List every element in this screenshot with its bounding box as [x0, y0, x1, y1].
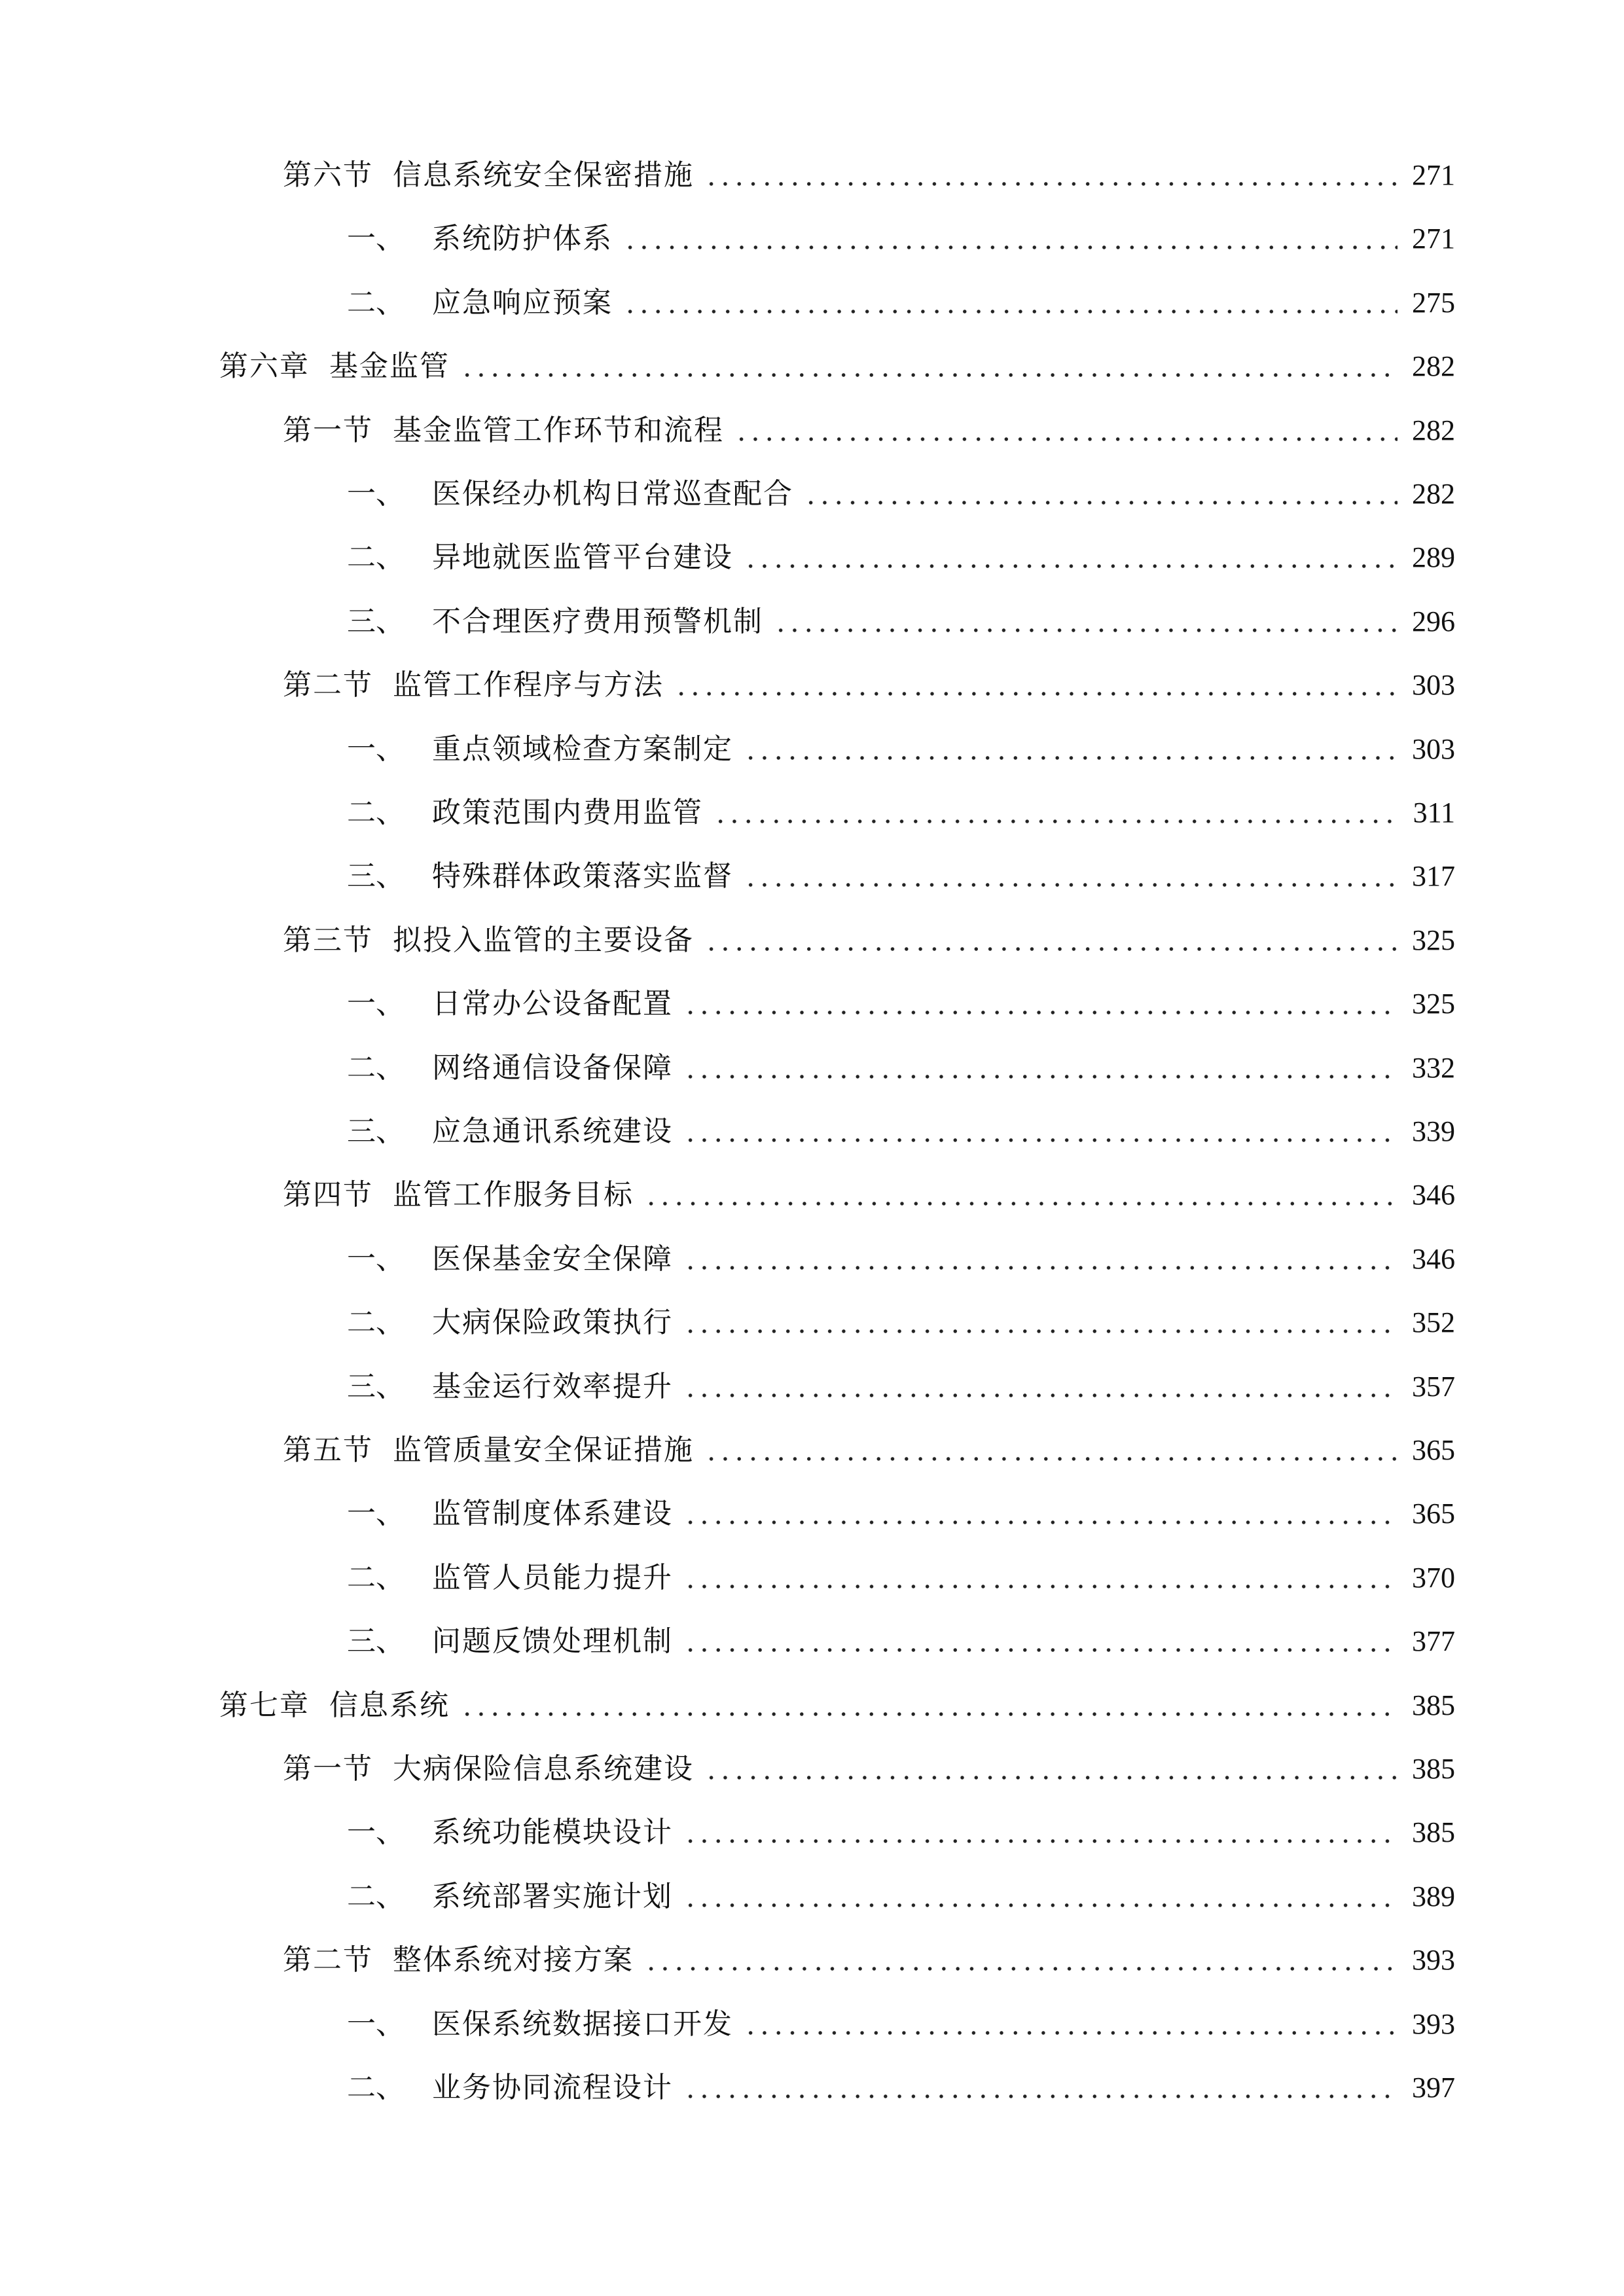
- toc-entry-page-number: 325: [1412, 924, 1455, 956]
- toc-entry-page-number: 352: [1412, 1306, 1455, 1338]
- toc-entry[interactable]: [347, 2067, 1455, 2109]
- toc-entry-title: 问题反馈处理机制: [432, 1624, 673, 1658]
- toc-entry-page-number: 397: [1412, 2072, 1455, 2104]
- toc-entry-number: 一、: [347, 477, 405, 511]
- toc-entry-number: 第四节: [283, 1178, 373, 1211]
- toc-entry-page-number: 303: [1412, 669, 1455, 701]
- toc-entry-number: 三、: [347, 1115, 405, 1148]
- toc-entry-page-number: 303: [1412, 733, 1455, 765]
- toc-dot-leader: [460, 373, 1398, 377]
- toc-entry[interactable]: [347, 1111, 1455, 1153]
- toc-entry-number: 一、: [347, 1242, 405, 1276]
- toc-entry-number: 二、: [347, 1306, 405, 1339]
- toc-dot-leader: [704, 1776, 1398, 1780]
- toc-dot-leader: [734, 437, 1398, 441]
- toc-entry[interactable]: [347, 537, 1455, 579]
- toc-entry-title: 业务协同流程设计: [432, 2071, 673, 2104]
- toc-entry-page-number: 317: [1412, 860, 1455, 892]
- toc-entry-number: 二、: [347, 1880, 405, 1913]
- toc-dot-leader: [683, 2094, 1398, 2098]
- toc-entry-number: 第七章: [219, 1689, 310, 1722]
- toc-entry[interactable]: [347, 218, 1455, 260]
- toc-entry-page-number: 332: [1412, 1052, 1455, 1084]
- toc-entry-title: 监管制度体系建设: [432, 1497, 673, 1530]
- toc-entry-number: 二、: [347, 286, 405, 319]
- toc-entry-number: 三、: [347, 859, 405, 893]
- toc-entry-title: 系统部署实施计划: [432, 1880, 673, 1913]
- toc-entry-page-number: 282: [1412, 350, 1455, 382]
- toc-entry-title: 异地就医监管平台建设: [432, 541, 733, 574]
- toc-entry-title: 医保系统数据接口开发: [432, 2007, 733, 2041]
- toc-entry-page-number: 339: [1412, 1115, 1455, 1147]
- toc-entry-title: 日常办公设备配置: [432, 987, 673, 1020]
- toc-entry-number: 一、: [347, 732, 405, 766]
- toc-dot-leader: [744, 756, 1398, 760]
- toc-entry-number: 第五节: [283, 1433, 373, 1467]
- toc-entry-title: 政策范围内费用监管: [432, 796, 703, 829]
- toc-entry-number: 一、: [347, 2007, 405, 2041]
- toc-entry-page-number: 365: [1412, 1498, 1455, 1530]
- toc-entry-number: 二、: [347, 2071, 405, 2104]
- toc-entry[interactable]: [283, 664, 1455, 706]
- toc-entry[interactable]: [347, 1366, 1455, 1408]
- toc-entry[interactable]: [283, 1748, 1455, 1790]
- toc-entry-page-number: 393: [1412, 2008, 1455, 2040]
- toc-entry-number: 二、: [347, 796, 405, 829]
- toc-entry[interactable]: [347, 2003, 1455, 2045]
- toc-entry-number: 一、: [347, 1497, 405, 1530]
- toc-entry-number: 第二节: [283, 668, 373, 702]
- toc-entry-page-number: 289: [1412, 541, 1455, 573]
- toc-entry[interactable]: [347, 792, 1455, 834]
- toc-dot-leader: [744, 2031, 1398, 2035]
- toc-entry-title: 应急响应预案: [432, 286, 613, 319]
- toc-entry[interactable]: [283, 410, 1455, 452]
- toc-entry-page-number: 389: [1412, 1880, 1455, 1912]
- toc-entry-page-number: 311: [1413, 797, 1455, 829]
- toc-entry-number: 二、: [347, 541, 405, 574]
- toc-entry-page-number: 275: [1412, 287, 1455, 319]
- toc-dot-leader: [683, 1903, 1398, 1907]
- toc-entry-number: 三、: [347, 605, 405, 638]
- toc-entry-number: 第三节: [283, 924, 373, 957]
- toc-entry-title: 基金运行效率提升: [432, 1370, 673, 1403]
- toc-entry-page-number: 370: [1412, 1562, 1455, 1594]
- toc-entry-title: 基金监管: [329, 350, 450, 383]
- toc-dot-leader: [704, 947, 1398, 951]
- toc-entry-number: 第一节: [283, 414, 373, 447]
- toc-entry[interactable]: [347, 1302, 1455, 1344]
- toc-entry[interactable]: [347, 282, 1455, 324]
- toc-entry-number: 第一节: [283, 1752, 373, 1785]
- toc-entry[interactable]: [283, 1939, 1455, 1981]
- toc-entry-page-number: 282: [1412, 478, 1455, 510]
- toc-entry-title: 监管质量安全保证措施: [393, 1433, 694, 1467]
- toc-dot-leader: [683, 1520, 1398, 1524]
- toc-entry[interactable]: [347, 1047, 1455, 1089]
- toc-entry[interactable]: [219, 346, 1455, 387]
- toc-entry-title: 整体系统对接方案: [393, 1943, 634, 1977]
- toc-dot-leader: [713, 819, 1399, 823]
- toc-entry-title: 应急通讯系统建设: [432, 1115, 673, 1148]
- toc-dot-leader: [704, 182, 1398, 186]
- toc-dot-leader: [683, 1393, 1398, 1397]
- toc-entry-page-number: 325: [1412, 988, 1455, 1020]
- toc-dot-leader: [683, 1585, 1398, 1588]
- toc-entry-title: 医保基金安全保障: [432, 1242, 673, 1276]
- toc-entry-title: 监管工作程序与方法: [393, 668, 664, 702]
- toc-entry-title: 监管人员能力提升: [432, 1561, 673, 1594]
- toc-entry-page-number: 282: [1412, 414, 1455, 446]
- toc-entry[interactable]: [283, 1429, 1455, 1471]
- toc-dot-leader: [674, 692, 1398, 696]
- toc-entry-page-number: 385: [1412, 1753, 1455, 1785]
- toc-entry-title: 监管工作服务目标: [393, 1178, 634, 1211]
- toc-dot-leader: [774, 628, 1398, 632]
- toc-dot-leader: [744, 564, 1398, 568]
- toc-entry-number: 二、: [347, 1051, 405, 1085]
- toc-entry-title: 系统功能模块设计: [432, 1816, 673, 1849]
- toc-entry[interactable]: [283, 1174, 1455, 1216]
- toc-entry[interactable]: [347, 1557, 1455, 1599]
- toc-entry-title: 特殊群体政策落实监督: [432, 859, 733, 893]
- toc-dot-leader: [683, 1138, 1398, 1142]
- toc-entry[interactable]: [347, 1493, 1455, 1535]
- toc-entry-page-number: 346: [1412, 1243, 1455, 1275]
- toc-entry-page-number: 296: [1412, 605, 1455, 637]
- toc-entry[interactable]: [347, 1621, 1455, 1662]
- toc-entry-title: 大病保险政策执行: [432, 1306, 673, 1339]
- toc-dot-leader: [683, 1648, 1398, 1652]
- toc-entry[interactable]: [347, 983, 1455, 1025]
- toc-entry[interactable]: [347, 728, 1455, 770]
- toc-entry-page-number: 357: [1412, 1371, 1455, 1403]
- toc-dot-leader: [683, 1075, 1398, 1079]
- toc-dot-leader: [460, 1712, 1398, 1716]
- toc-dot-leader: [683, 1266, 1398, 1270]
- toc-entry-title: 基金监管工作环节和流程: [393, 414, 724, 447]
- toc-entry-title: 信息系统安全保密措施: [393, 158, 694, 192]
- toc-entry-title: 医保经办机构日常巡查配合: [432, 477, 793, 511]
- toc-dot-leader: [683, 1329, 1398, 1333]
- toc-entry-page-number: 365: [1412, 1434, 1455, 1466]
- toc-entry-number: 第二节: [283, 1943, 373, 1977]
- toc-entry[interactable]: [347, 855, 1455, 897]
- toc-dot-leader: [644, 1967, 1398, 1971]
- toc-entry-number: 一、: [347, 222, 405, 255]
- toc-entry-number: 二、: [347, 1561, 405, 1594]
- toc-entry[interactable]: [283, 154, 1455, 196]
- toc-dot-leader: [623, 245, 1398, 249]
- toc-dot-leader: [704, 1457, 1398, 1461]
- toc-entry[interactable]: [347, 1238, 1455, 1280]
- toc-dot-leader: [744, 883, 1398, 887]
- toc-entry-title: 拟投入监管的主要设备: [393, 924, 694, 957]
- toc-entry-number: 三、: [347, 1370, 405, 1403]
- toc-entry-page-number: 271: [1412, 159, 1455, 191]
- toc-entry-title: 信息系统: [329, 1689, 450, 1722]
- toc-entry-title: 大病保险信息系统建设: [393, 1752, 694, 1785]
- toc-entry-number: 第六节: [283, 158, 373, 192]
- toc-entry-page-number: 377: [1412, 1625, 1455, 1657]
- toc-entry-title: 重点领域检查方案制定: [432, 732, 733, 766]
- toc-entry-title: 系统防护体系: [432, 222, 613, 255]
- toc-entry[interactable]: [283, 920, 1455, 961]
- toc-entry-number: 三、: [347, 1624, 405, 1658]
- toc-entry-number: 第六章: [219, 350, 310, 383]
- toc-entry-title: 不合理医疗费用预警机制: [432, 605, 763, 638]
- toc-entry[interactable]: [347, 1876, 1455, 1918]
- toc-entry-page-number: 393: [1412, 1944, 1455, 1976]
- toc-dot-leader: [804, 501, 1398, 505]
- toc-dot-leader: [644, 1202, 1398, 1206]
- toc-entry-page-number: 385: [1412, 1689, 1455, 1721]
- toc-entry-page-number: 271: [1412, 223, 1455, 255]
- toc-entry-number: 一、: [347, 1816, 405, 1849]
- toc-dot-leader: [683, 1011, 1398, 1014]
- toc-entry[interactable]: [347, 473, 1455, 515]
- toc-entry-page-number: 346: [1412, 1179, 1455, 1211]
- toc-dot-leader: [683, 1839, 1398, 1843]
- toc-entry[interactable]: [347, 601, 1455, 643]
- toc-entry[interactable]: [347, 1812, 1455, 1854]
- toc-entry[interactable]: [219, 1685, 1455, 1727]
- toc-entry-number: 一、: [347, 987, 405, 1020]
- toc-entry-page-number: 385: [1412, 1816, 1455, 1848]
- toc-dot-leader: [623, 310, 1398, 314]
- toc-entry-title: 网络通信设备保障: [432, 1051, 673, 1085]
